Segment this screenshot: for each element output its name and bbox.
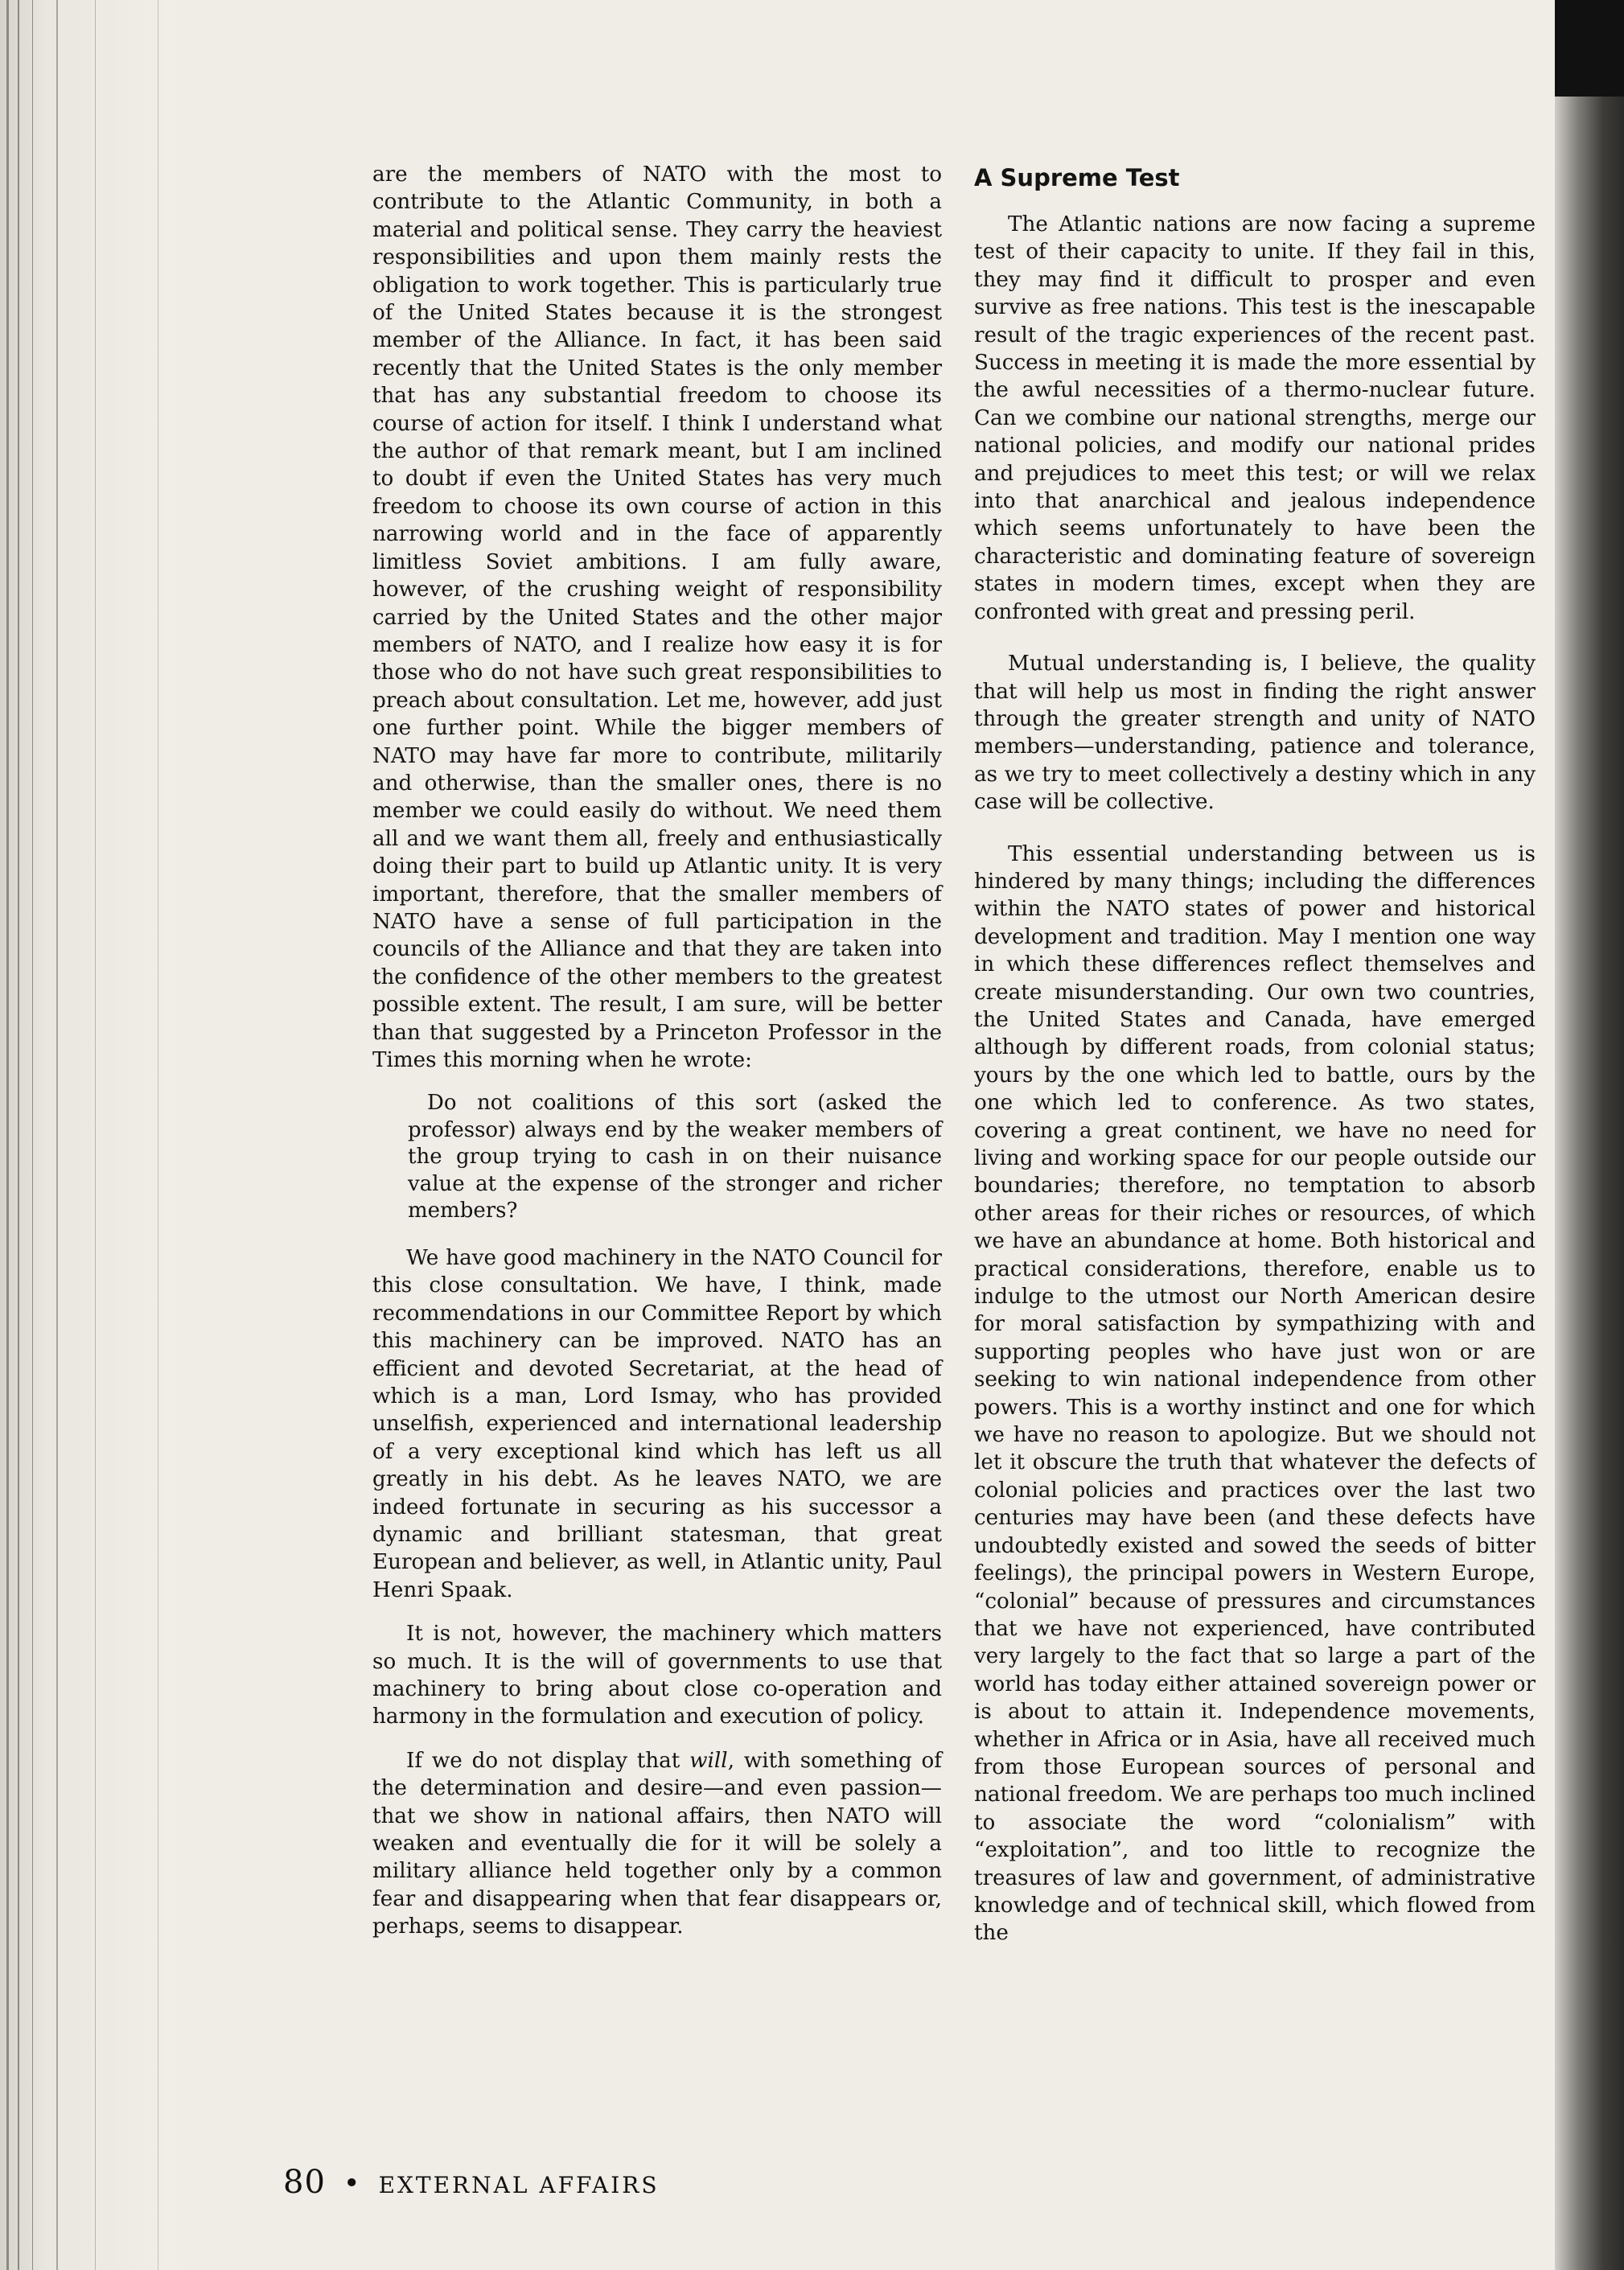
paragraph: It is not, however, the machinery which matters so much. It is the will of governments to use that machinery to bring about close co-operation and harmony in the formulation and execution of policy. [372, 1622, 942, 1729]
section-heading: A Supreme Test [974, 164, 1180, 191]
paragraph: Mutual understanding is, I believe, the quality that will help us most in finding the right answer through the greater strength and unity of NATO members—understanding, patience and tolerance, as we try to meet collectively a destiny which in any case will be collective. [974, 652, 1536, 815]
block-quote: Do not coalitions of this sort (asked the professor) always end by the weaker members of the group trying to cash in on their nuisance value at the expense of the stronger and richer members? [408, 1091, 942, 1223]
page-edge-dark-corner [1555, 0, 1624, 97]
binding-gutter [0, 0, 177, 2270]
page-number: 80 [283, 2164, 326, 2201]
right-column [974, 162, 1536, 1972]
left-column [372, 161, 942, 1957]
publication-title: EXTERNAL AFFAIRS [378, 2172, 660, 2198]
paragraph: We have good machinery in the NATO Council for this close consultation. We have, I think, made recommendations in our Committee Report by which this machinery can be improved. NATO has an efficient and devoted Secretariat, at the head of which is a man, Lord Ismay, who has provided unselfish, experienced and international leadership of a very exceptional kind which has left us all greatly in his debt. As he leaves NATO, we are indeed fortunate in securing as his successor a dynamic and brilliant statesman, that great European and believer, as well, in Atlantic unity, Paul Henri Spaak. [372, 1245, 942, 1602]
paragraph-last [372, 1747, 942, 1941]
text-run: , with something of the determination and desire—and even passion—that we show in national affairs, then NATO will weaken and eventually die for it will be solely a military alliance held together only by a common fear and disappearing when that fear disappears or, perhaps, seems to disappear. [372, 1748, 943, 1939]
gutter-line [6, 0, 9, 2270]
footer-separator: • [343, 2168, 361, 2200]
text-run: If we do not display that [406, 1748, 690, 1773]
gutter-line [95, 0, 96, 2270]
page-footer [283, 2164, 660, 2201]
gutter-line [32, 0, 33, 2270]
paragraph: are the members of NATO with the most to contribute to the Atlantic Community, in both a material and political sense. They carry the heaviest responsibilities and upon them mainly rests the obligation to work together. This is particularly true of the United States because it is the strongest member of the Alliance. In fact, it has been said recently that the United States is the only member that has any substantial freedom to choose its course of action for itself. I think I understand what the author of that remark meant, but I am inclined to doubt if even the United States has very much freedom to choose its own course of action in this narrowing world and in the face of apparently limitless Soviet ambitions. I am fully aware, however, of the crushing weight of responsibility carried by the United States and the other major members of NATO, and I realize how easy it is for those who do not have such great responsibilities to preach about consultation. Let me, however, add just one further point. While the bigger members of NATO may have far more to contribute, militarily and otherwise, than the smaller ones, there is no member we could easily do without. We need them all and we want them all, freely and enthusiastically doing their part to build up Atlantic unity. It is very important, therefore, that the smaller members of NATO have a sense of full participation in the councils of the Alliance and that they are taken into the confidence of the other members to the greatest possible extent. The result, I am sure, will be better than that suggested by a Princeton Professor in the Times this morning when he wrote: [372, 162, 942, 1072]
emphasis-text: will [689, 1748, 728, 1773]
gutter-line [56, 0, 58, 2270]
paragraph: This essential understanding between us is hindered by many things; including the differences within the NATO states of power and historical development and tradition. May I mention one way in which these differences reflect themselves and create misunderstanding. Our own two countries, the United States and Canada, have emerged although by different roads, from colonial status; yours by the one which led to battle, ours by the one which led to conference. As two states, covering a great continent, we have no need for living and working space for our people outside our boundaries; therefore, no temptation to absorb other areas for their riches or resources, of which we have an abundance at home. Both historical and practical considerations, therefore, enable us to indulge to the utmost our North American desire for moral satisfaction by sympathizing with and supporting peoples who have just won or are seeking to win national independence from other powers. This is a worthy instinct and one for which we have no reason to apologize. But we should not let it obscure the truth that whatever the defects of colonial policies and practices over the last two centuries may have been (and these defects have undoubtedly existed and sowed the seeds of bitter feelings), the principal powers in Western Europe, “colonial” because of pressures and circumstances that we have not experienced, have contributed very largely to the fact that so large a part of the world has today either attained sovereign power or is about to attain it. Independence movements, whether in Africa or in Asia, have all received much from those European sources of personal and national freedom. We are perhaps too much inclined to associate the word “colonialism” with “exploitation”, and too little to recognize the treasures of law and government, of administrative knowledge and of technical skill, which flowed from the [974, 841, 1536, 1946]
page-edge-shadow [1555, 0, 1624, 2270]
gutter-line [18, 0, 19, 2270]
paragraph: The Atlantic nations are now facing a supreme test of their capacity to unite. If they fail in this, they may find it difficult to prosper and even survive as free nations. This test is the inescapable result of the tragic experiences of the recent past. Success in meeting it is made the more essential by the awful necessities of a thermo-nuclear future. Can we combine our national strengths, merge our national policies, and modify our national prides and prejudices to meet this test; or will we relax into that anarchical and jealous independence which seems unfortunately to have been the characteristic and dominating feature of sovereign states in modern times, except when they are confronted with great and pressing peril. [974, 212, 1536, 624]
